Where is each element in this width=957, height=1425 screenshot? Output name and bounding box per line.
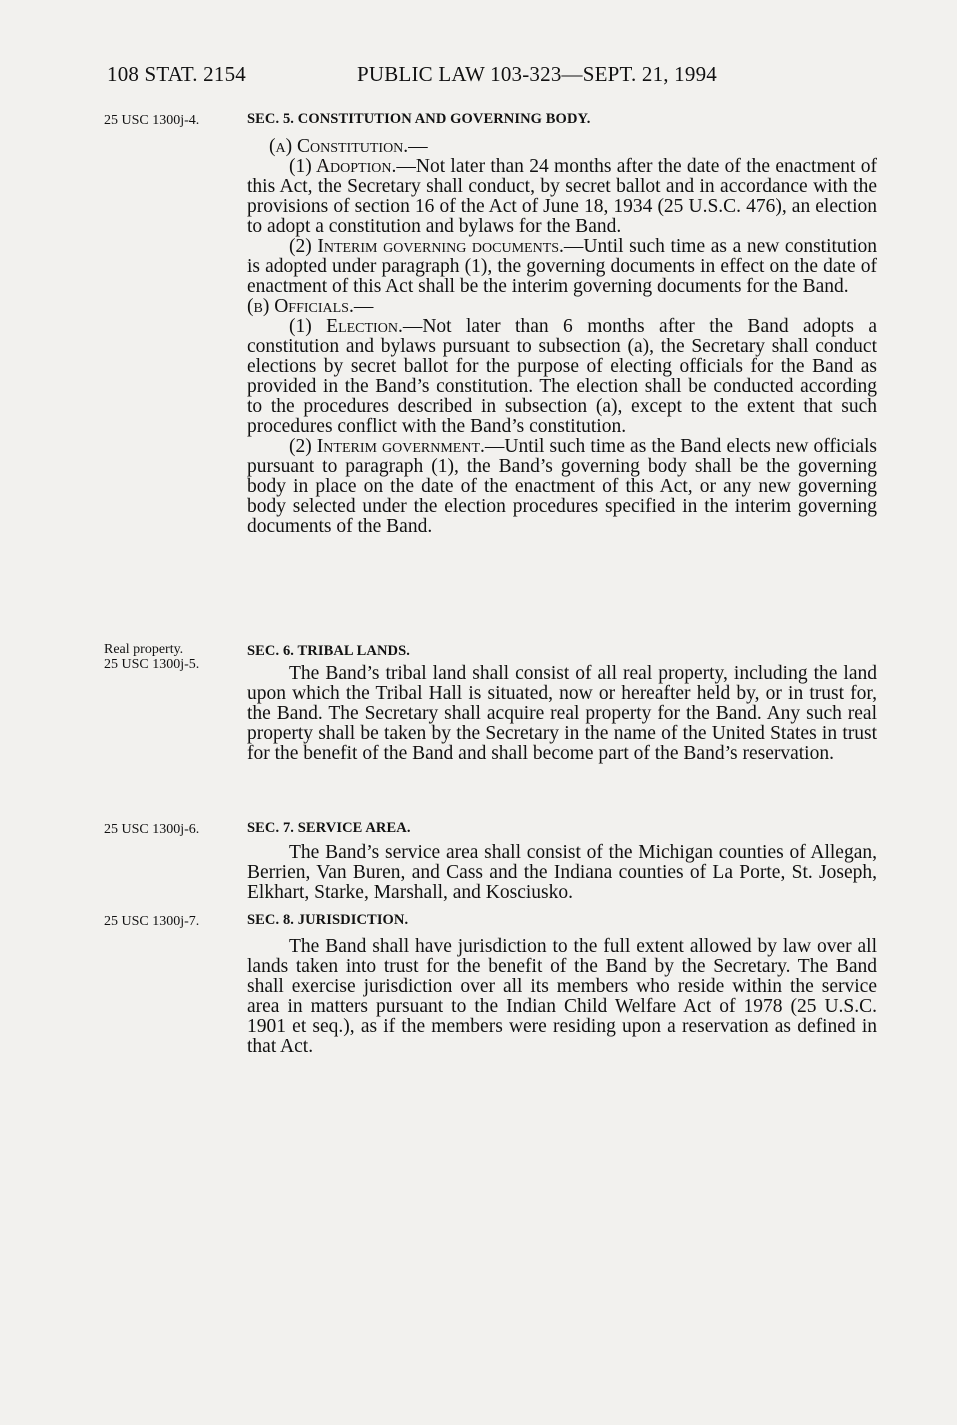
paragraph-a1-label: (1) Adoption.	[289, 156, 397, 177]
paragraph-b1-text: —Not later than 6 months after the Band adopts a constitution and bylaws pursuant to subsection (a), the Secretary shall conduct elections by secret ballot for the purpose of electing officials for the Band as provided in the Band’s constitution. The election shall be conducted according to the procedures described in subsection (a), except to the extent that such procedures conflict with the Band’s constitution.	[247, 316, 877, 437]
section-7-text: The Band’s service area shall consist of the Michigan counties of Allegan, Berrien, Van Buren, and Cass and the Indiana counties of La Porte, St. Joseph, Elkhart, Starke, Marshall, and Kosciusko.	[247, 842, 877, 903]
margin-citation-sec6: 25 USC 1300j-5.	[104, 657, 200, 672]
margin-note-sec6	[104, 642, 199, 672]
subsection-a-label: (a) Constitution.—	[269, 136, 428, 157]
section-7-body	[247, 843, 877, 903]
stat-page-number: 108 STAT. 2154	[107, 62, 246, 86]
section-6-heading: SEC. 6. TRIBAL LANDS.	[247, 643, 410, 659]
section-8-text: The Band shall have jurisdiction to the full extent allowed by law over all lands taken into trust for the benefit of the Band by the Secretary. The Band shall exercise jurisdiction over all its members who reside within the service area in matters pursuant to the Indian Child Welfare Act of 1978 (25 U.S.C. 1901 et seq.), as if the members were residing upon a reservation as defined in that Act.	[247, 936, 877, 1057]
paragraph-b2-label: (2) Interim government.	[289, 436, 485, 457]
section-7-heading: SEC. 7. SERVICE AREA.	[247, 820, 411, 836]
paragraph-a2-label: (2) Interim governing documents.	[289, 236, 564, 257]
public-law-header: PUBLIC LAW 103-323—SEPT. 21, 1994	[357, 62, 717, 86]
paragraph-a1-text: —Not later than 24 months after the date of the enactment of this Act, the Secretary shall conduct, by secret ballot and in accordance with the provisions of section 16 of the Act of June 18, 1934 (25 U.S.C. 476), an election to adopt a constitution and bylaws for the Band.	[247, 156, 878, 237]
section-6-body	[247, 664, 877, 764]
section-5-body	[247, 137, 877, 537]
section-6-text: The Band’s tribal land shall consist of all real property, including the land upon which the Tribal Hall is situated, now or hereafter held by, or in trust for, the Band. The Secretary shall acquire real property for the Band. Any such real property shall be taken by the Secretary in the name of the United States in trust for the benefit of the Band and shall become part of the Band’s reservation.	[247, 663, 877, 764]
margin-note-real-property: Real property.	[104, 642, 184, 657]
subsection-b-label: (b) Officials.—	[247, 296, 374, 317]
paragraph-a2-text: —Until such time as a new constitution is adopted under paragraph (1), the governing documents in effect on the date of enactment of this Act shall be the interim governing documents for the Band.	[247, 236, 877, 297]
section-5-heading: SEC. 5. CONSTITUTION AND GOVERNING BODY.	[247, 111, 591, 127]
margin-citation-sec7: 25 USC 1300j-6.	[104, 822, 200, 837]
paragraph-b1-label: (1) Election.	[289, 316, 403, 337]
section-8-heading: SEC. 8. JURISDICTION.	[247, 912, 409, 928]
margin-citation-sec5: 25 USC 1300j-4.	[104, 113, 200, 128]
margin-citation-sec8: 25 USC 1300j-7.	[104, 914, 200, 929]
section-8-body	[247, 937, 877, 1057]
paragraph-b2-text: —Until such time as the Band elects new officials pursuant to paragraph (1), the Band’s governing body shall be the governing body in place on the date of the enactment of this Act, or any new governing body selected under the election procedures specified in the interim governing documents of the Band.	[247, 436, 877, 537]
